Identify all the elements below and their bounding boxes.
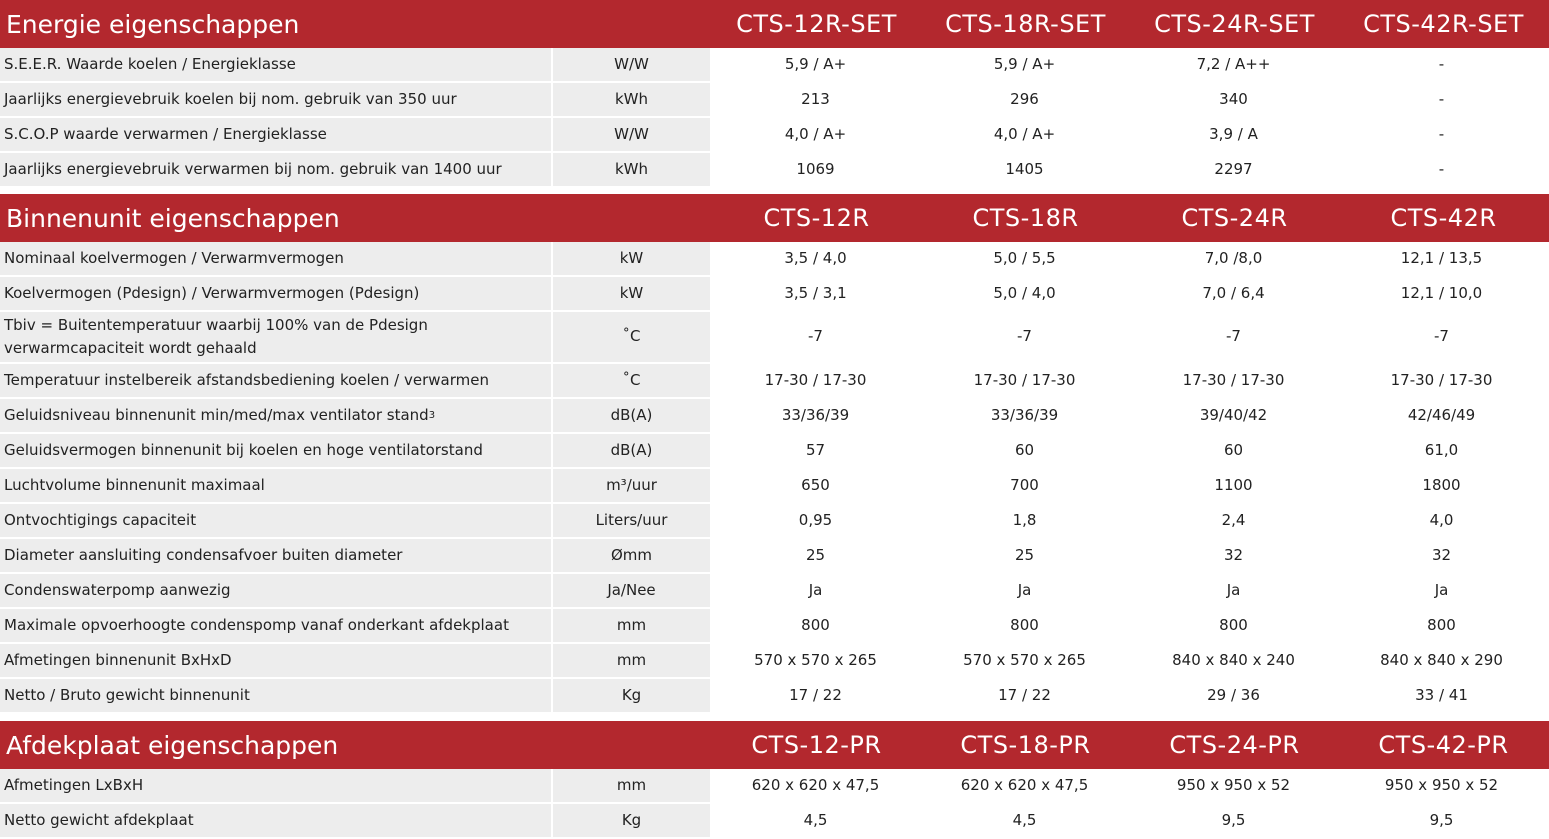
row-value: 25 [712, 539, 919, 572]
row-value: 4,0 [1339, 504, 1544, 537]
panel-header [0, 721, 1549, 769]
model-header: CTS-42R-SET [1363, 10, 1524, 38]
row-value: 17-30 / 17-30 [712, 364, 919, 397]
row-value: 17-30 / 17-30 [1130, 364, 1337, 397]
row-value: -7 [712, 312, 919, 362]
row-value: 800 [1339, 609, 1544, 642]
energy-header [0, 0, 1549, 48]
row-value: 2297 [1130, 153, 1337, 186]
row-value: 12,1 / 13,5 [1339, 242, 1544, 275]
row-label: Koelvermogen (Pdesign) / Verwarmvermogen (Pdesign) [0, 277, 551, 310]
row-value: 213 [712, 83, 919, 116]
row-value: 9,5 [1130, 804, 1337, 837]
row-value: - [1339, 48, 1544, 81]
row-value: 12,1 / 10,0 [1339, 277, 1544, 310]
row-value: 17 / 22 [712, 679, 919, 712]
row-value: 950 x 950 x 52 [1339, 769, 1544, 802]
model-header: CTS-18R-SET [945, 10, 1106, 38]
row-value: 800 [921, 609, 1128, 642]
row-unit: dB(A) [553, 434, 710, 467]
table-row [0, 469, 1549, 504]
section-title: Afdekplaat eigenschappen [6, 730, 339, 760]
row-value: 1069 [712, 153, 919, 186]
row-value: 0,95 [712, 504, 919, 537]
row-value: - [1339, 83, 1544, 116]
table-row [0, 312, 1549, 364]
indoor-header [0, 194, 1549, 242]
row-value: 61,0 [1339, 434, 1544, 467]
row-value: 5,0 / 5,5 [921, 242, 1128, 275]
row-unit: kW [553, 277, 710, 310]
row-label: S.E.E.R. Waarde koelen / Energieklasse [0, 48, 551, 81]
row-value: -7 [1339, 312, 1544, 362]
row-value: 570 x 570 x 265 [921, 644, 1128, 677]
row-value: 9,5 [1339, 804, 1544, 837]
row-value: -7 [921, 312, 1128, 362]
row-value: 1,8 [921, 504, 1128, 537]
table-row [0, 539, 1549, 574]
row-value: Ja [712, 574, 919, 607]
row-unit: kW [553, 242, 710, 275]
row-unit: mm [553, 769, 710, 802]
row-label: Geluidsvermogen binnenunit bij koelen en hoge ventilatorstand [0, 434, 551, 467]
row-unit: ˚C [553, 364, 710, 397]
row-value: 620 x 620 x 47,5 [712, 769, 919, 802]
row-label-line: verwarmcapaciteit wordt gehaald [4, 339, 257, 357]
row-value: 620 x 620 x 47,5 [921, 769, 1128, 802]
row-value: 33/36/39 [712, 399, 919, 432]
row-unit: Liters/uur [553, 504, 710, 537]
energy-table [0, 0, 1549, 188]
row-label [0, 312, 551, 362]
row-value: 57 [712, 434, 919, 467]
row-label: Ontvochtigings capaciteit [0, 504, 551, 537]
table-row [0, 153, 1549, 188]
row-label: Afmetingen binnenunit BxHxD [0, 644, 551, 677]
row-value: 39/40/42 [1130, 399, 1337, 432]
row-label: Netto gewicht afdekplaat [0, 804, 551, 837]
row-value: 570 x 570 x 265 [712, 644, 919, 677]
row-value: - [1339, 153, 1544, 186]
row-value: 7,2 / A++ [1130, 48, 1337, 81]
row-value: Ja [921, 574, 1128, 607]
table-row [0, 277, 1549, 312]
row-label: Maximale opvoerhoogte condenspomp vanaf onderkant afdekplaat [0, 609, 551, 642]
row-unit: mm [553, 644, 710, 677]
row-value: 60 [1130, 434, 1337, 467]
row-value: 4,0 / A+ [921, 118, 1128, 151]
row-value: 33/36/39 [921, 399, 1128, 432]
row-label: Luchtvolume binnenunit maximaal [0, 469, 551, 502]
table-row [0, 504, 1549, 539]
row-value: 800 [1130, 609, 1337, 642]
row-unit: W/W [553, 48, 710, 81]
model-header: CTS-24-PR [1169, 731, 1300, 759]
row-value: Ja [1339, 574, 1544, 607]
row-value: 1800 [1339, 469, 1544, 502]
row-value: 4,0 / A+ [712, 118, 919, 151]
row-value: 650 [712, 469, 919, 502]
row-value: 5,0 / 4,0 [921, 277, 1128, 310]
row-value: 17-30 / 17-30 [1339, 364, 1544, 397]
row-value: 32 [1130, 539, 1337, 572]
row-unit: Ja/Nee [553, 574, 710, 607]
table-row [0, 644, 1549, 679]
row-unit: kWh [553, 83, 710, 116]
table-row [0, 118, 1549, 153]
row-value: 840 x 840 x 240 [1130, 644, 1337, 677]
row-label: Condenswaterpomp aanwezig [0, 574, 551, 607]
row-label-text: Geluidsniveau binnenunit min/med/max ventilator stand [4, 405, 429, 424]
row-unit: Ømm [553, 539, 710, 572]
row-value: 25 [921, 539, 1128, 572]
row-value: 60 [921, 434, 1128, 467]
row-value: 4,5 [921, 804, 1128, 837]
row-label: Nominaal koelvermogen / Verwarmvermogen [0, 242, 551, 275]
footnote-marker: 3 [428, 409, 436, 421]
row-unit: Kg [553, 679, 710, 712]
row-label [0, 399, 551, 432]
row-label: Netto / Bruto gewicht binnenunit [0, 679, 551, 712]
table-row [0, 242, 1549, 277]
row-label: Temperatuur instelbereik afstandsbediening koelen / verwarmen [0, 364, 551, 397]
row-value: 2,4 [1130, 504, 1337, 537]
row-value: 340 [1130, 83, 1337, 116]
model-header: CTS-42-PR [1378, 731, 1509, 759]
row-value: 32 [1339, 539, 1544, 572]
row-unit: W/W [553, 118, 710, 151]
row-value: 800 [712, 609, 919, 642]
row-unit: ˚C [553, 312, 710, 362]
table-row [0, 399, 1549, 434]
row-value: 17-30 / 17-30 [921, 364, 1128, 397]
table-row [0, 434, 1549, 469]
table-row [0, 48, 1549, 83]
row-value: - [1339, 118, 1544, 151]
table-row [0, 609, 1549, 644]
model-header: CTS-24R [1181, 204, 1288, 232]
panel-table [0, 721, 1549, 839]
model-header: CTS-12-PR [751, 731, 882, 759]
row-value: 3,9 / A [1130, 118, 1337, 151]
row-value: 7,0 /8,0 [1130, 242, 1337, 275]
row-value: 700 [921, 469, 1128, 502]
row-value: 3,5 / 3,1 [712, 277, 919, 310]
indoor-table [0, 194, 1549, 714]
row-value: 4,5 [712, 804, 919, 837]
row-value: 296 [921, 83, 1128, 116]
table-row [0, 83, 1549, 118]
row-unit: dB(A) [553, 399, 710, 432]
row-value: 1100 [1130, 469, 1337, 502]
row-label: S.C.O.P waarde verwarmen / Energieklasse [0, 118, 551, 151]
row-value: Ja [1130, 574, 1337, 607]
row-unit: kWh [553, 153, 710, 186]
model-header: CTS-12R-SET [736, 10, 897, 38]
row-label: Jaarlijks energievebruik koelen bij nom. gebruik van 350 uur [0, 83, 551, 116]
row-value: 5,9 / A+ [712, 48, 919, 81]
row-value: 840 x 840 x 290 [1339, 644, 1544, 677]
table-row [0, 574, 1549, 609]
row-value: 33 / 41 [1339, 679, 1544, 712]
row-value: -7 [1130, 312, 1337, 362]
model-header: CTS-42R [1390, 204, 1497, 232]
row-label: Diameter aansluiting condensafvoer buiten diameter [0, 539, 551, 572]
model-header: CTS-18-PR [960, 731, 1091, 759]
table-row [0, 364, 1549, 399]
model-header: CTS-24R-SET [1154, 10, 1315, 38]
model-header: CTS-12R [763, 204, 870, 232]
row-value: 3,5 / 4,0 [712, 242, 919, 275]
row-value: 950 x 950 x 52 [1130, 769, 1337, 802]
row-value: 42/46/49 [1339, 399, 1544, 432]
section-title: Binnenunit eigenschappen [6, 203, 340, 233]
row-value: 5,9 / A+ [921, 48, 1128, 81]
row-unit: mm [553, 609, 710, 642]
row-label: Afmetingen LxBxH [0, 769, 551, 802]
row-value: 7,0 / 6,4 [1130, 277, 1337, 310]
row-label-line: Tbiv = Buitentemperatuur waarbij 100% van de Pdesign [4, 315, 428, 334]
model-header: CTS-18R [972, 204, 1079, 232]
row-value: 1405 [921, 153, 1128, 186]
row-label: Jaarlijks energievebruik verwarmen bij nom. gebruik van 1400 uur [0, 153, 551, 186]
row-value: 29 / 36 [1130, 679, 1337, 712]
row-unit: Kg [553, 804, 710, 837]
row-value: 17 / 22 [921, 679, 1128, 712]
table-row [0, 679, 1549, 714]
row-unit: m³/uur [553, 469, 710, 502]
table-row [0, 769, 1549, 804]
section-title: Energie eigenschappen [6, 9, 300, 39]
